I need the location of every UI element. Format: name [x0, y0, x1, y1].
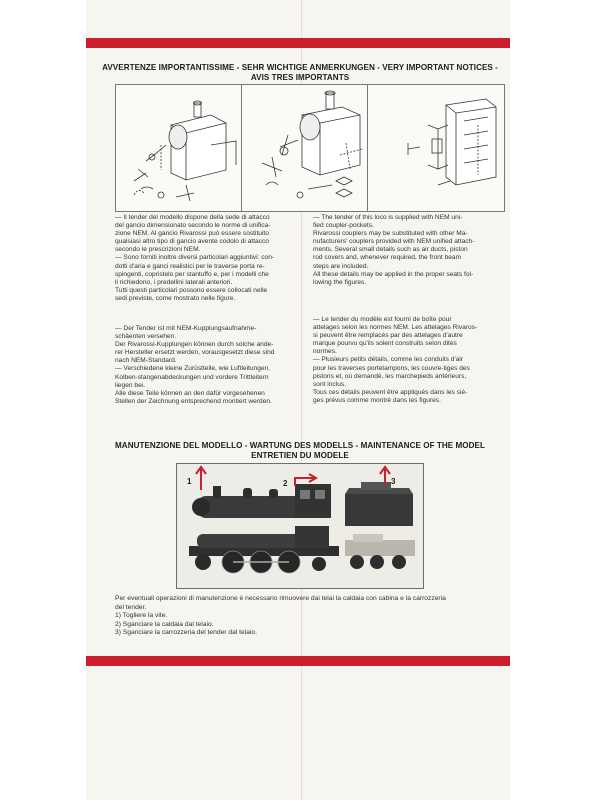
- notes-german: [115, 325, 274, 406]
- italian-line: spingenti, copristelo per stantuffo e, per i modelli che: [115, 270, 269, 278]
- english-line: rod covers and, whenever required, the front beam: [313, 254, 462, 262]
- french-line: si peuvent être remplacés par des attelages d'autre: [313, 332, 463, 340]
- german-line: Alle diese Teile können an den dafür vorgesehenen: [115, 389, 265, 397]
- figure-front-end-details: [241, 84, 379, 212]
- german-line: — Verschiedene kleine Zurüstteile, wie Luftleitungen,: [115, 365, 271, 373]
- italian-line: li richiedono, i predellini laterali anteriori.: [115, 278, 233, 286]
- german-line: rer Hersteller ersetzt werden, vorausgesetzt diese sind: [115, 349, 275, 357]
- figure-tender-coupler-pocket: [367, 84, 505, 212]
- maintenance-heading-line-2: ENTRETIEN DU MODELE: [251, 451, 349, 460]
- french-line: — Plusieurs petits détails, comme les conduits d'air: [313, 356, 464, 364]
- german-line: Der Rivarossi-Kupplungen können durch solche ande-: [115, 341, 274, 349]
- french-line: sont inclus.: [313, 380, 346, 388]
- german-line: — Der Tender ist mit NEM-Kupplungsaufnahme-: [115, 325, 257, 332]
- italian-line: Tutti questi particolari possono essere collocati nelle: [115, 286, 268, 294]
- bottom-red-band: [86, 656, 510, 666]
- notes-french: [313, 316, 477, 405]
- italian-line: — Il tender del modello dispone della sede di attacco: [115, 214, 270, 221]
- maintenance-step-2: 2) Sganciare la caldaia dal telaio.: [115, 620, 214, 628]
- arrow-label-2: 2: [283, 479, 288, 488]
- french-line: Tous ces détails peuvent être appliqués dans les siè-: [313, 388, 468, 396]
- french-line: — Le tender du modèle est fourni de boîte pour: [313, 316, 452, 323]
- english-line: lowing the figures.: [313, 278, 367, 286]
- french-line: ges prévus comme montré dans les figures.: [313, 396, 441, 404]
- maintenance-line: Per eventuali operazioni di manutenzione è necessario rimuovere dai telai la caldaia con cabina e la carrozzeria: [115, 595, 446, 602]
- maintenance-step-1: 1) Togliere la vite.: [115, 612, 168, 620]
- english-line: Rivarossi couplers may be substituted with other Ma-: [313, 230, 468, 238]
- italian-line: zione NEM. Al gancio Rivarossi può essere sostituito: [115, 230, 269, 238]
- german-line: Stellen der Zeichnung entsprechend montiert werden.: [115, 397, 272, 405]
- arrow-label-1: 1: [187, 477, 192, 486]
- tender-body: [345, 482, 413, 526]
- french-line: pistons et, où demandé, les marchepieds antérieurs,: [313, 372, 467, 380]
- italian-line: dotti d'aria e ganci realistici per le traverse porta re-: [115, 262, 265, 270]
- heading-line-1: AVVERTENZE IMPORTANTISSIME - SEHR WICHTIGE ANMERKUNGEN - VERY IMPORTANT NOTICES -: [102, 63, 498, 72]
- arrow-label-3: 3: [391, 477, 396, 486]
- german-line: liegen bei.: [115, 381, 146, 389]
- english-line: nufacturers' couplers provided with NEM unified attach-: [313, 238, 475, 246]
- top-red-band: [86, 38, 510, 48]
- figure-front-end-couplers: [115, 84, 253, 212]
- german-line: schäenten versehen.: [115, 333, 177, 341]
- english-line: All these details may be applied in the proper seats fol-: [313, 270, 474, 278]
- italian-line: qualsiasi altro tipo di gancio avente codolo di attacco: [115, 238, 269, 246]
- french-line: normes.: [313, 348, 337, 356]
- maintenance-heading-line-1: MANUTENZIONE DEL MODELLO - WARTUNG DES MODELLS - MAINTENANCE OF THE MODEL: [115, 441, 485, 450]
- german-line: Kolben-stangenabdeckungen und vordere Trittleitern: [115, 373, 269, 381]
- french-line: pour les traverses portetampons, les couvre-tiges des: [313, 364, 470, 372]
- french-line: attelages selon les normes NEM. Les attelages Rivaros-: [313, 324, 478, 332]
- italian-line: del gancio dimensionato secondo le norme di unifica-: [115, 222, 271, 230]
- german-line: nach NEM-Standard.: [115, 357, 177, 365]
- italian-line: sedi previste, come mostrato nelle figure.: [115, 294, 236, 302]
- notes-english: [313, 214, 474, 287]
- maintenance-heading: [100, 441, 500, 461]
- english-line: fied coupler-pockets.: [313, 222, 374, 230]
- english-line: ments. Several small details such as air ducts, piston: [313, 246, 468, 254]
- italian-line: secondo le prescrizioni NEM.: [115, 246, 201, 254]
- important-notices-heading: [100, 63, 500, 83]
- english-line: steps are included.: [313, 262, 369, 270]
- french-line: marque pourvu qu'ils soient construits selon dites: [313, 340, 457, 348]
- heading-line-2: AVIS TRES IMPORTANTS: [250, 73, 350, 82]
- maintenance-line: del tender.: [115, 603, 147, 611]
- locomotive-disassembly-photo: [176, 463, 424, 589]
- maintenance-step-3: 3) Sganciare la carrozzeria del tender dal telaio.: [115, 629, 258, 637]
- notes-italian: [115, 214, 274, 303]
- italian-line: — Sono forniti inoltre diversi particolari aggiuntivi: con-: [115, 254, 275, 262]
- maintenance-instructions: [115, 595, 495, 638]
- english-line: — The tender of this loco is supplied with NEM uni-: [313, 214, 463, 221]
